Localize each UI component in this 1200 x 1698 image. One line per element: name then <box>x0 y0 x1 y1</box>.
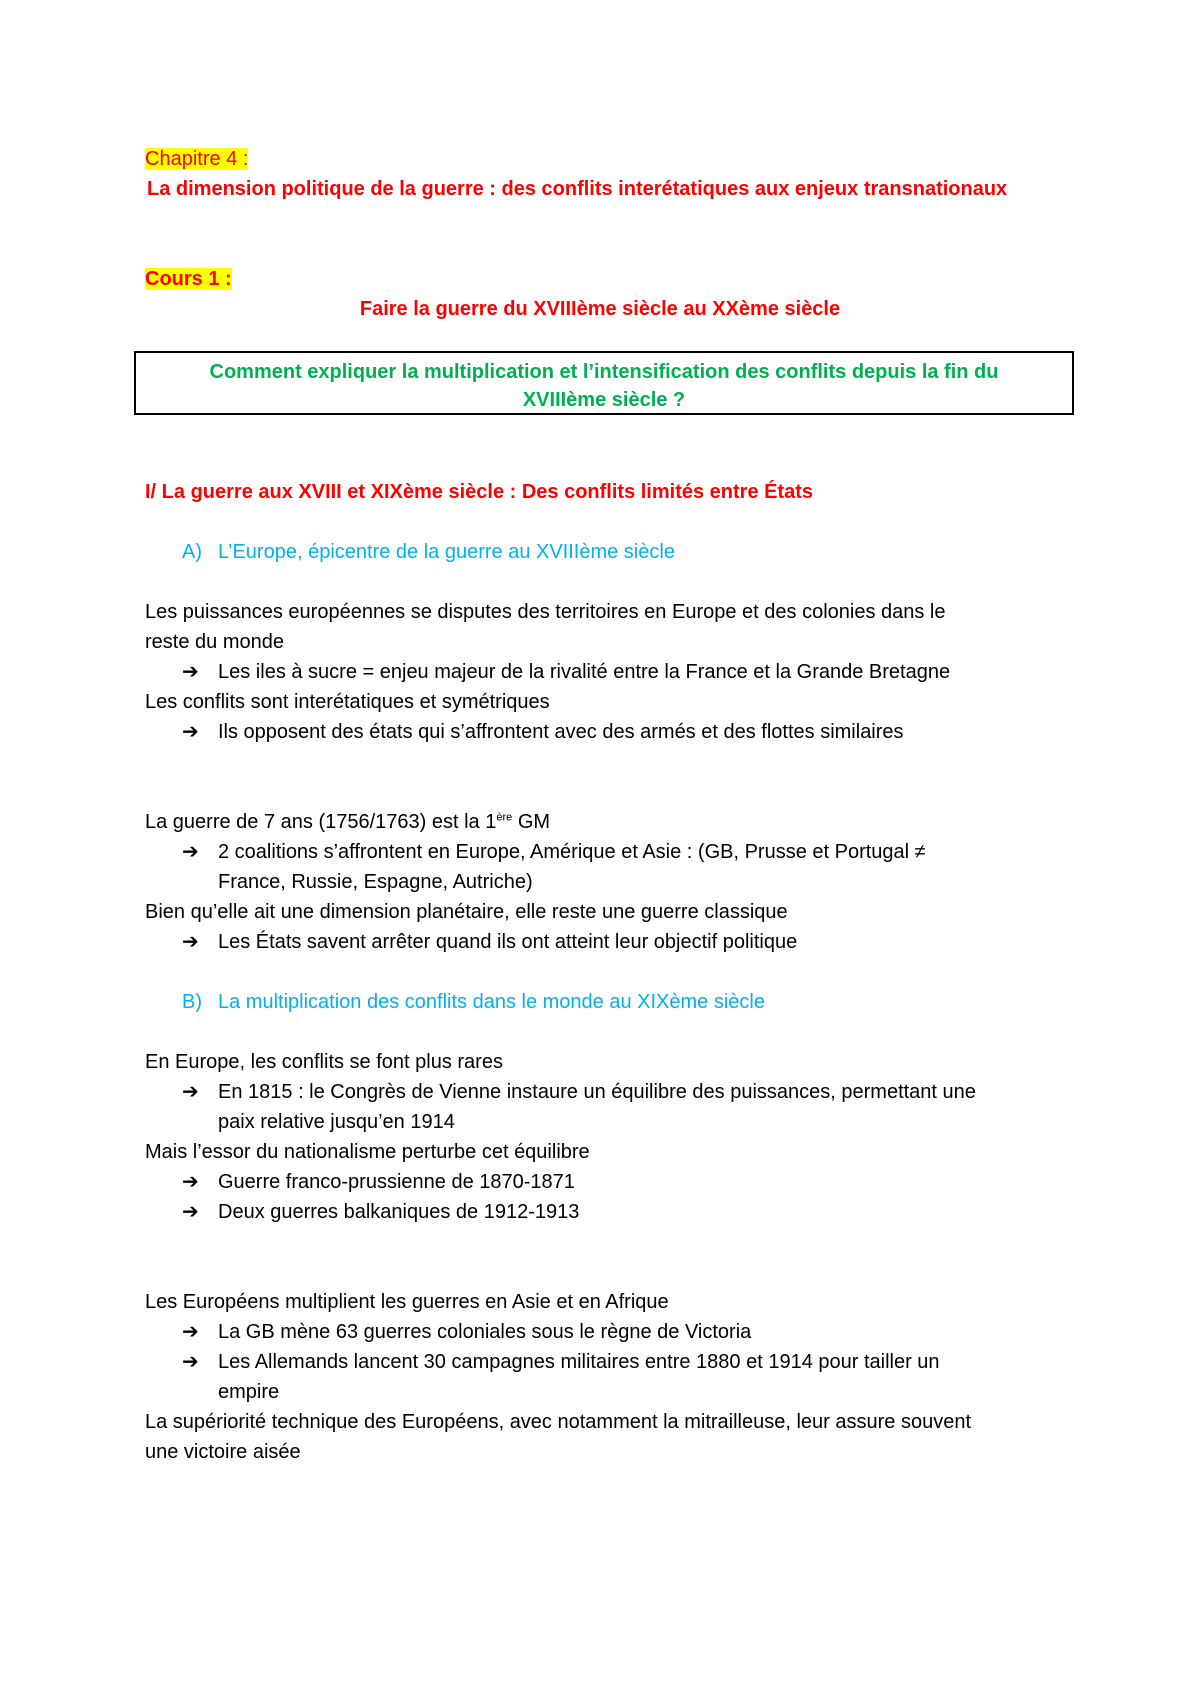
chapter-label-text: Chapitre 4 : <box>145 148 249 170</box>
arrow-right-icon: ➔ <box>182 841 199 863</box>
bullet-item: 2 coalitions s’affrontent en Europe, Amérique et Asie : (GB, Prusse et Portugal ≠ <box>218 841 926 863</box>
bullet-item-continued: empire <box>218 1381 280 1403</box>
bullet-item: Guerre franco-prussienne de 1870-1871 <box>218 1171 575 1193</box>
bullet-item: La GB mène 63 guerres coloniales sous le règne de Victoria <box>218 1321 752 1343</box>
paragraph: Les Européens multiplient les guerres en Asie et en Afrique <box>145 1291 669 1313</box>
arrow-right-icon: ➔ <box>182 1171 199 1193</box>
paragraph: reste du monde <box>145 631 284 653</box>
arrow-right-icon: ➔ <box>182 1321 199 1343</box>
arrow-right-icon: ➔ <box>182 1081 199 1103</box>
bullet-item: Deux guerres balkaniques de 1912-1913 <box>218 1201 580 1223</box>
section-a-marker: A) <box>182 541 202 563</box>
paragraph: En Europe, les conflits se font plus rares <box>145 1051 503 1073</box>
bullet-item-continued: France, Russie, Espagne, Autriche) <box>218 871 533 893</box>
paragraph: Mais l’essor du nationalisme perturbe cet équilibre <box>145 1141 590 1163</box>
paragraph: Bien qu’elle ait une dimension planétaire, elle reste une guerre classique <box>145 901 788 923</box>
section-a-title: L’Europe, épicentre de la guerre au XVIIIème siècle <box>218 541 675 563</box>
course-label-text: Cours 1 : <box>145 268 232 290</box>
paragraph-text: GM <box>512 811 551 833</box>
problem-question-box <box>134 351 1074 415</box>
question-line-2: XVIIIème siècle ? <box>522 389 686 411</box>
bullet-item: Les États savent arrêter quand ils ont atteint leur objectif politique <box>218 931 798 953</box>
paragraph <box>145 809 550 835</box>
arrow-right-icon: ➔ <box>182 661 199 683</box>
arrow-right-icon: ➔ <box>182 1351 199 1373</box>
course-title: Faire la guerre du XVIIIème siècle au XXème siècle <box>359 298 841 320</box>
paragraph: une victoire aisée <box>145 1441 301 1463</box>
bullet-item-continued: paix relative jusqu’en 1914 <box>218 1111 455 1133</box>
paragraph-text: La guerre de 7 ans (1756/1763) est la 1 <box>145 811 497 833</box>
question-line-1: Comment expliquer la multiplication et l’intensification des conflits depuis la fin du <box>209 361 999 383</box>
paragraph: Les conflits sont interétatiques et symétriques <box>145 691 550 713</box>
bullet-item: Ils opposent des états qui s’affrontent avec des armés et des flottes similaires <box>218 721 904 743</box>
paragraph: Les puissances européennes se disputes des territoires en Europe et des colonies dans le <box>145 601 946 623</box>
section-b-marker: B) <box>182 991 202 1013</box>
arrow-right-icon: ➔ <box>182 1201 199 1223</box>
chapter-title: La dimension politique de la guerre : des conflits interétatiques aux enjeux transnationaux <box>147 178 1008 200</box>
superscript: ère <box>496 811 513 824</box>
course-label <box>145 266 232 292</box>
chapter-label <box>145 146 248 172</box>
bullet-item: En 1815 : le Congrès de Vienne instaure un équilibre des puissances, permettant une <box>218 1081 976 1103</box>
bullet-item: Les Allemands lancent 30 campagnes militaires entre 1880 et 1914 pour tailler un <box>218 1351 940 1373</box>
paragraph: La supériorité technique des Européens, avec notamment la mitrailleuse, leur assure souvent <box>145 1411 972 1433</box>
part-1-title: I/ La guerre aux XVIII et XIXème siècle : Des conflits limités entre États <box>145 481 814 503</box>
bullet-item: Les iles à sucre = enjeu majeur de la rivalité entre la France et la Grande Bretagne <box>218 661 951 683</box>
section-b-title: La multiplication des conflits dans le monde au XIXème siècle <box>218 991 765 1013</box>
arrow-right-icon: ➔ <box>182 721 199 743</box>
arrow-right-icon: ➔ <box>182 931 199 953</box>
